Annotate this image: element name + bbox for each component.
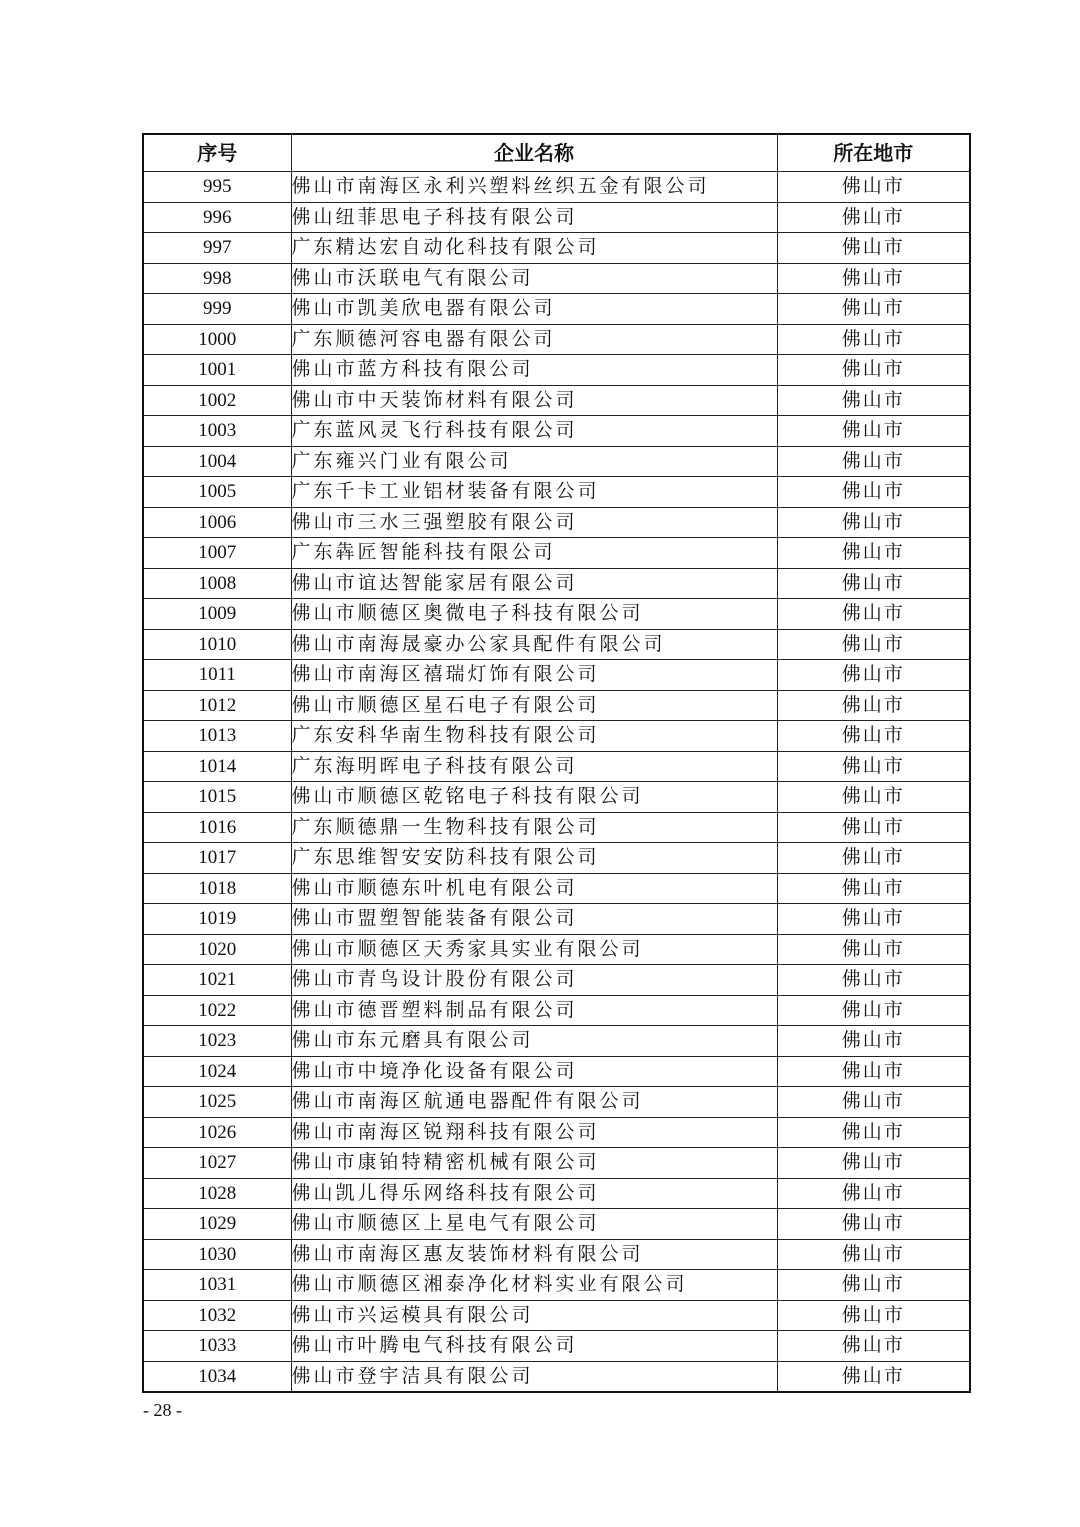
- header-name: 企业名称: [291, 134, 777, 172]
- company-name: 广东思维智安安防科技有限公司: [291, 843, 777, 874]
- table-row: [143, 1056, 970, 1087]
- company-name: 佛山市顺德区天秀家具实业有限公司: [291, 934, 777, 965]
- row-number: 1021: [143, 965, 291, 996]
- row-number: 1000: [143, 324, 291, 355]
- city-name: 佛山市: [777, 568, 970, 599]
- row-number: 1017: [143, 843, 291, 874]
- row-number: 1030: [143, 1239, 291, 1270]
- table-row: [143, 507, 970, 538]
- company-name: 佛山市顺德区奥微电子科技有限公司: [291, 599, 777, 630]
- company-name: 佛山市康铂特精密机械有限公司: [291, 1148, 777, 1179]
- table-row: [143, 812, 970, 843]
- company-name: 佛山市盟塑智能装备有限公司: [291, 904, 777, 935]
- row-number: 995: [143, 172, 291, 203]
- table-header: [143, 134, 970, 172]
- company-name: 佛山市中境净化设备有限公司: [291, 1056, 777, 1087]
- city-name: 佛山市: [777, 1209, 970, 1240]
- row-number: 996: [143, 202, 291, 233]
- row-number: 997: [143, 233, 291, 264]
- table-row: [143, 965, 970, 996]
- company-name: 广东顺德河容电器有限公司: [291, 324, 777, 355]
- city-name: 佛山市: [777, 660, 970, 691]
- table-row: [143, 1117, 970, 1148]
- row-number: 1006: [143, 507, 291, 538]
- company-name: 广东安科华南生物科技有限公司: [291, 721, 777, 752]
- row-number: 1015: [143, 782, 291, 813]
- row-number: 1024: [143, 1056, 291, 1087]
- city-name: 佛山市: [777, 1148, 970, 1179]
- row-number: 1010: [143, 629, 291, 660]
- row-number: 1007: [143, 538, 291, 569]
- company-name: 佛山市南海区锐翔科技有限公司: [291, 1117, 777, 1148]
- city-name: 佛山市: [777, 1331, 970, 1362]
- city-name: 佛山市: [777, 904, 970, 935]
- city-name: 佛山市: [777, 995, 970, 1026]
- company-name: 佛山市蓝方科技有限公司: [291, 355, 777, 386]
- table-row: [143, 1239, 970, 1270]
- company-name: 广东千卡工业铝材装备有限公司: [291, 477, 777, 508]
- city-name: 佛山市: [777, 538, 970, 569]
- company-name: 佛山市南海区永利兴塑料丝织五金有限公司: [291, 172, 777, 203]
- city-name: 佛山市: [777, 599, 970, 630]
- table-row: [143, 1209, 970, 1240]
- row-number: 1014: [143, 751, 291, 782]
- enterprise-table: [142, 133, 971, 1393]
- company-name: 广东蓝风灵飞行科技有限公司: [291, 416, 777, 447]
- company-name: 佛山市顺德区上星电气有限公司: [291, 1209, 777, 1240]
- company-name: 广东犇匠智能科技有限公司: [291, 538, 777, 569]
- row-number: 1029: [143, 1209, 291, 1240]
- company-name: 佛山市南海区惠友装饰材料有限公司: [291, 1239, 777, 1270]
- table-row: [143, 629, 970, 660]
- city-name: 佛山市: [777, 416, 970, 447]
- header-no: 序号: [143, 134, 291, 172]
- city-name: 佛山市: [777, 1117, 970, 1148]
- table-row: [143, 1270, 970, 1301]
- row-number: 1003: [143, 416, 291, 447]
- row-number: 1004: [143, 446, 291, 477]
- city-name: 佛山市: [777, 1087, 970, 1118]
- company-name: 佛山市兴运模具有限公司: [291, 1300, 777, 1331]
- city-name: 佛山市: [777, 507, 970, 538]
- city-name: 佛山市: [777, 1239, 970, 1270]
- table-row: [143, 599, 970, 630]
- table-row: [143, 721, 970, 752]
- company-name: 佛山市南海区禧瑞灯饰有限公司: [291, 660, 777, 691]
- table-row: [143, 1361, 970, 1392]
- table-row: [143, 263, 970, 294]
- row-number: 1028: [143, 1178, 291, 1209]
- city-name: 佛山市: [777, 1361, 970, 1392]
- row-number: 1018: [143, 873, 291, 904]
- company-name: 佛山市顺德区湘泰净化材料实业有限公司: [291, 1270, 777, 1301]
- city-name: 佛山市: [777, 172, 970, 203]
- city-name: 佛山市: [777, 751, 970, 782]
- company-name: 佛山纽菲思电子科技有限公司: [291, 202, 777, 233]
- city-name: 佛山市: [777, 721, 970, 752]
- city-name: 佛山市: [777, 690, 970, 721]
- company-name: 佛山市叶腾电气科技有限公司: [291, 1331, 777, 1362]
- table-row: [143, 873, 970, 904]
- table-body: [143, 172, 970, 1393]
- city-name: 佛山市: [777, 263, 970, 294]
- row-number: 1008: [143, 568, 291, 599]
- table-row: [143, 934, 970, 965]
- table-row: [143, 324, 970, 355]
- company-name: 佛山市沃联电气有限公司: [291, 263, 777, 294]
- company-name: 广东精达宏自动化科技有限公司: [291, 233, 777, 264]
- row-number: 1022: [143, 995, 291, 1026]
- table-row: [143, 1026, 970, 1057]
- table-row: [143, 416, 970, 447]
- company-name: 佛山市南海晟豪办公家具配件有限公司: [291, 629, 777, 660]
- table-row: [143, 660, 970, 691]
- table-row: [143, 202, 970, 233]
- company-name: 佛山市顺德东叶机电有限公司: [291, 873, 777, 904]
- table-row: [143, 782, 970, 813]
- company-name: 佛山市顺德区乾铭电子科技有限公司: [291, 782, 777, 813]
- table-row: [143, 1148, 970, 1179]
- table-row: [143, 355, 970, 386]
- table-row: [143, 233, 970, 264]
- table-row: [143, 904, 970, 935]
- city-name: 佛山市: [777, 629, 970, 660]
- city-name: 佛山市: [777, 355, 970, 386]
- city-name: 佛山市: [777, 843, 970, 874]
- table-row: [143, 995, 970, 1026]
- row-number: 1019: [143, 904, 291, 935]
- row-number: 1002: [143, 385, 291, 416]
- table-row: [143, 1178, 970, 1209]
- table-row: [143, 1331, 970, 1362]
- row-number: 1034: [143, 1361, 291, 1392]
- company-name: 佛山市顺德区星石电子有限公司: [291, 690, 777, 721]
- company-name: 佛山市登宇洁具有限公司: [291, 1361, 777, 1392]
- city-name: 佛山市: [777, 1026, 970, 1057]
- row-number: 999: [143, 294, 291, 325]
- city-name: 佛山市: [777, 446, 970, 477]
- row-number: 1001: [143, 355, 291, 386]
- city-name: 佛山市: [777, 782, 970, 813]
- row-number: 1026: [143, 1117, 291, 1148]
- city-name: 佛山市: [777, 1056, 970, 1087]
- row-number: 1009: [143, 599, 291, 630]
- table-row: [143, 385, 970, 416]
- table-row: [143, 751, 970, 782]
- table-row: [143, 568, 970, 599]
- row-number: 1012: [143, 690, 291, 721]
- row-number: 1027: [143, 1148, 291, 1179]
- row-number: 1020: [143, 934, 291, 965]
- company-name: 广东海明晖电子科技有限公司: [291, 751, 777, 782]
- city-name: 佛山市: [777, 965, 970, 996]
- city-name: 佛山市: [777, 812, 970, 843]
- row-number: 1013: [143, 721, 291, 752]
- row-number: 1005: [143, 477, 291, 508]
- table-row: [143, 172, 970, 203]
- city-name: 佛山市: [777, 202, 970, 233]
- city-name: 佛山市: [777, 324, 970, 355]
- table-row: [143, 538, 970, 569]
- table-row: [143, 690, 970, 721]
- company-name: 广东顺德鼎一生物科技有限公司: [291, 812, 777, 843]
- company-name: 佛山市南海区航通电器配件有限公司: [291, 1087, 777, 1118]
- company-name: 佛山市谊达智能家居有限公司: [291, 568, 777, 599]
- city-name: 佛山市: [777, 294, 970, 325]
- row-number: 1023: [143, 1026, 291, 1057]
- row-number: 1011: [143, 660, 291, 691]
- city-name: 佛山市: [777, 1270, 970, 1301]
- row-number: 1016: [143, 812, 291, 843]
- city-name: 佛山市: [777, 1178, 970, 1209]
- table-row: [143, 446, 970, 477]
- table-row: [143, 477, 970, 508]
- city-name: 佛山市: [777, 233, 970, 264]
- row-number: 1033: [143, 1331, 291, 1362]
- table-row: [143, 294, 970, 325]
- row-number: 1031: [143, 1270, 291, 1301]
- page-number: - 28 -: [143, 1400, 182, 1420]
- table-row: [143, 843, 970, 874]
- company-name: 佛山市东元磨具有限公司: [291, 1026, 777, 1057]
- row-number: 998: [143, 263, 291, 294]
- company-name: 佛山市德晋塑料制品有限公司: [291, 995, 777, 1026]
- table-row: [143, 1087, 970, 1118]
- header-row: [143, 134, 970, 172]
- header-city: 所在地市: [777, 134, 970, 172]
- company-name: 佛山市凯美欣电器有限公司: [291, 294, 777, 325]
- table-row: [143, 1300, 970, 1331]
- row-number: 1025: [143, 1087, 291, 1118]
- row-number: 1032: [143, 1300, 291, 1331]
- city-name: 佛山市: [777, 385, 970, 416]
- city-name: 佛山市: [777, 1300, 970, 1331]
- company-name: 广东雍兴门业有限公司: [291, 446, 777, 477]
- city-name: 佛山市: [777, 873, 970, 904]
- company-name: 佛山凯儿得乐网络科技有限公司: [291, 1178, 777, 1209]
- company-name: 佛山市青鸟设计股份有限公司: [291, 965, 777, 996]
- city-name: 佛山市: [777, 934, 970, 965]
- company-name: 佛山市三水三强塑胶有限公司: [291, 507, 777, 538]
- company-name: 佛山市中天装饰材料有限公司: [291, 385, 777, 416]
- city-name: 佛山市: [777, 477, 970, 508]
